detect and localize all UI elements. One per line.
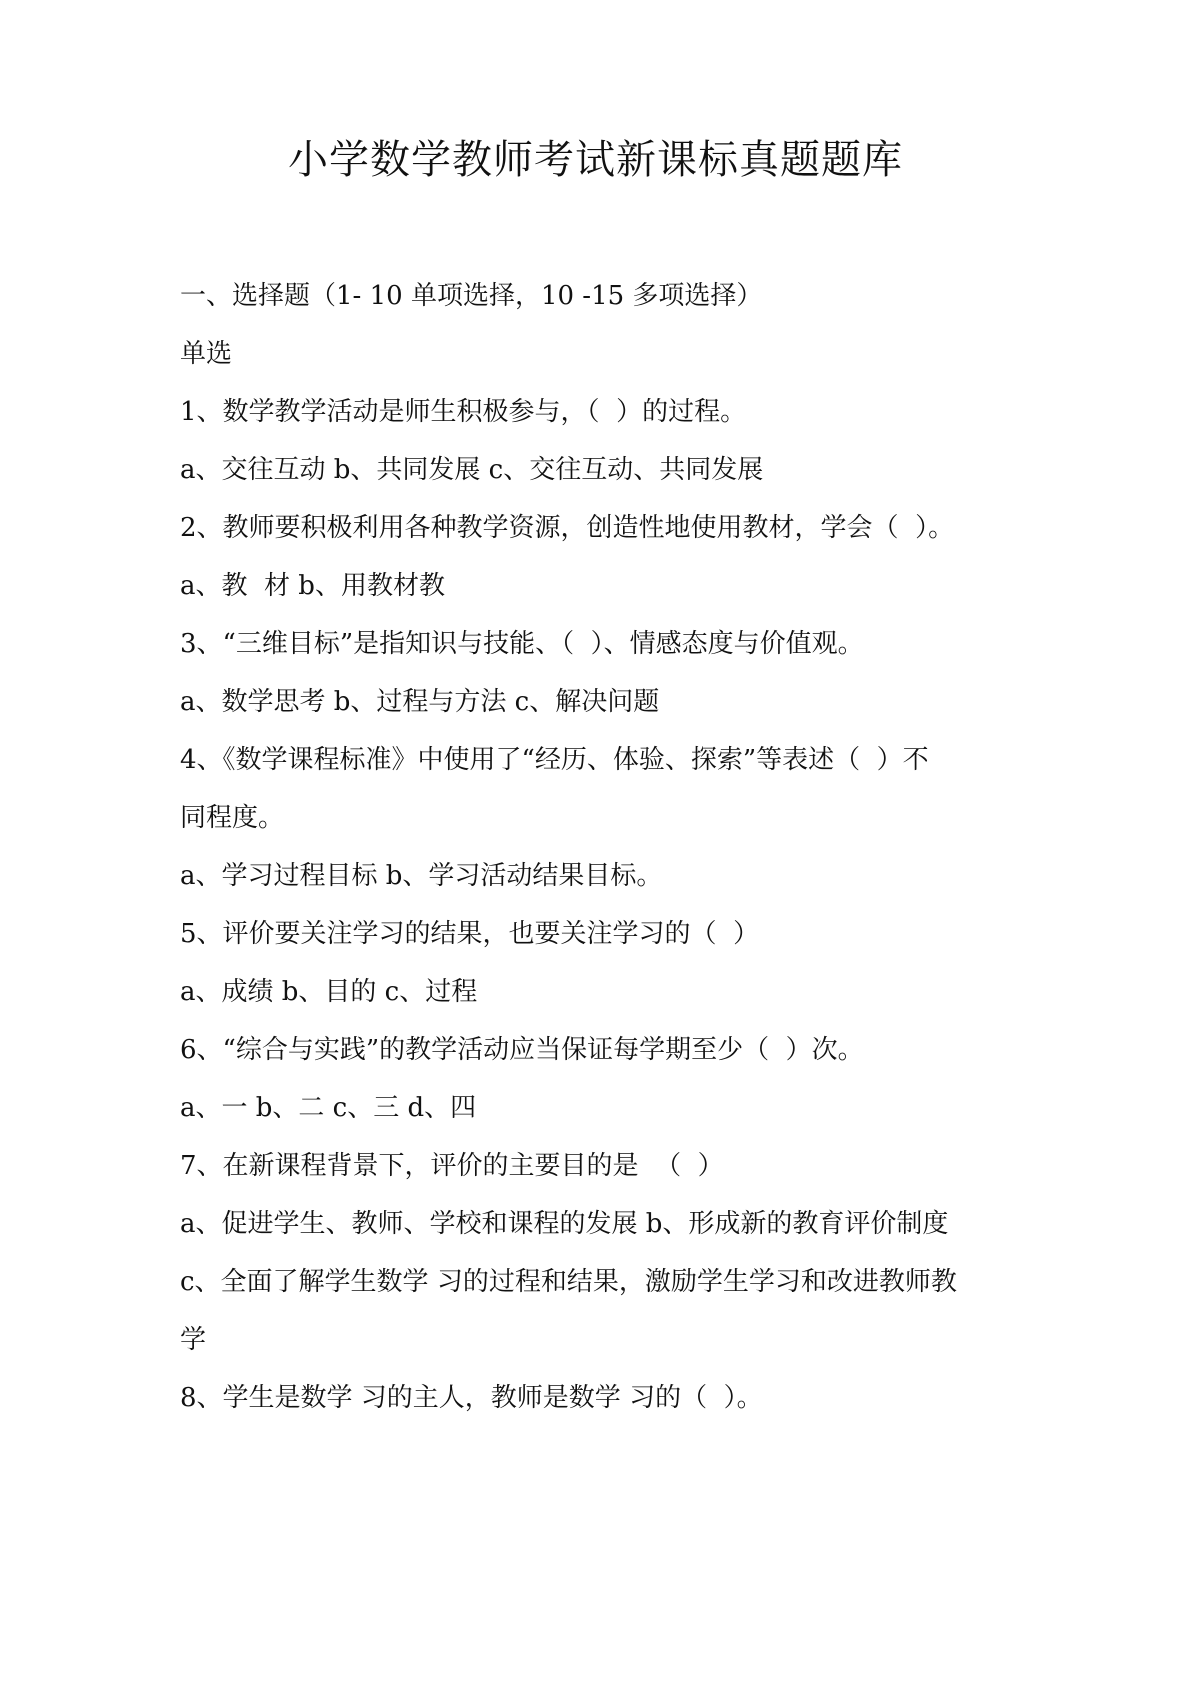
question-5: 5、评价要关注学习的结果，也要关注学习的（ ） [180, 919, 760, 949]
question-7-options: a、促进学生、教师、学校和课程的发展 b、形成新的教育评价制度 [180, 1209, 949, 1239]
question-3: 3、“三维目标”是指知识与技能、（ ）、情感态度与价值观。 [180, 629, 864, 659]
question-7-option-c-continued: 学 [180, 1325, 207, 1355]
question-1-options: a、交往互动 b、共同发展 c、交往互动、共同发展 [180, 455, 764, 485]
subsection-heading: 单选 [180, 339, 233, 369]
question-4: 4、《数学课程标准》中使用了“经历、体验、探索”等表述（ ）不 [180, 745, 929, 775]
question-1: 1、数学教学活动是师生积极参与，（ ）的过程。 [180, 397, 747, 427]
question-6-options: a、一 b、二 c、三 d、四 [180, 1093, 477, 1123]
question-7-option-c: c、全面了解学生数学 习的过程和结果，激励学生学习和改进教师教 [180, 1267, 957, 1297]
question-6: 6、“综合与实践”的教学活动应当保证每学期至少（ ）次。 [180, 1035, 864, 1065]
question-7: 7、在新课程背景下，评价的主要目的是 （ ） [180, 1151, 724, 1181]
question-2: 2、教师要积极利用各种教学资源，创造性地使用教材，学会（ ）。 [180, 513, 955, 543]
section-heading: 一、选择题（1- 10 单项选择，10 -15 多项选择） [180, 281, 763, 311]
question-2-options: a、教 材 b、用教材教 [180, 571, 445, 601]
question-4-options: a、学习过程目标 b、学习活动结果目标。 [180, 861, 663, 891]
question-3-options: a、数学思考 b、过程与方法 c、解决问题 [180, 687, 660, 717]
question-5-options: a、成绩 b、目的 c、过程 [180, 977, 478, 1007]
question-8: 8、学生是数学 习的主人，教师是数学 习的（ ）。 [180, 1383, 763, 1413]
question-4-continued: 同程度。 [180, 803, 285, 833]
document-title: 小学数学教师考试新课标真题题库 [288, 137, 903, 183]
